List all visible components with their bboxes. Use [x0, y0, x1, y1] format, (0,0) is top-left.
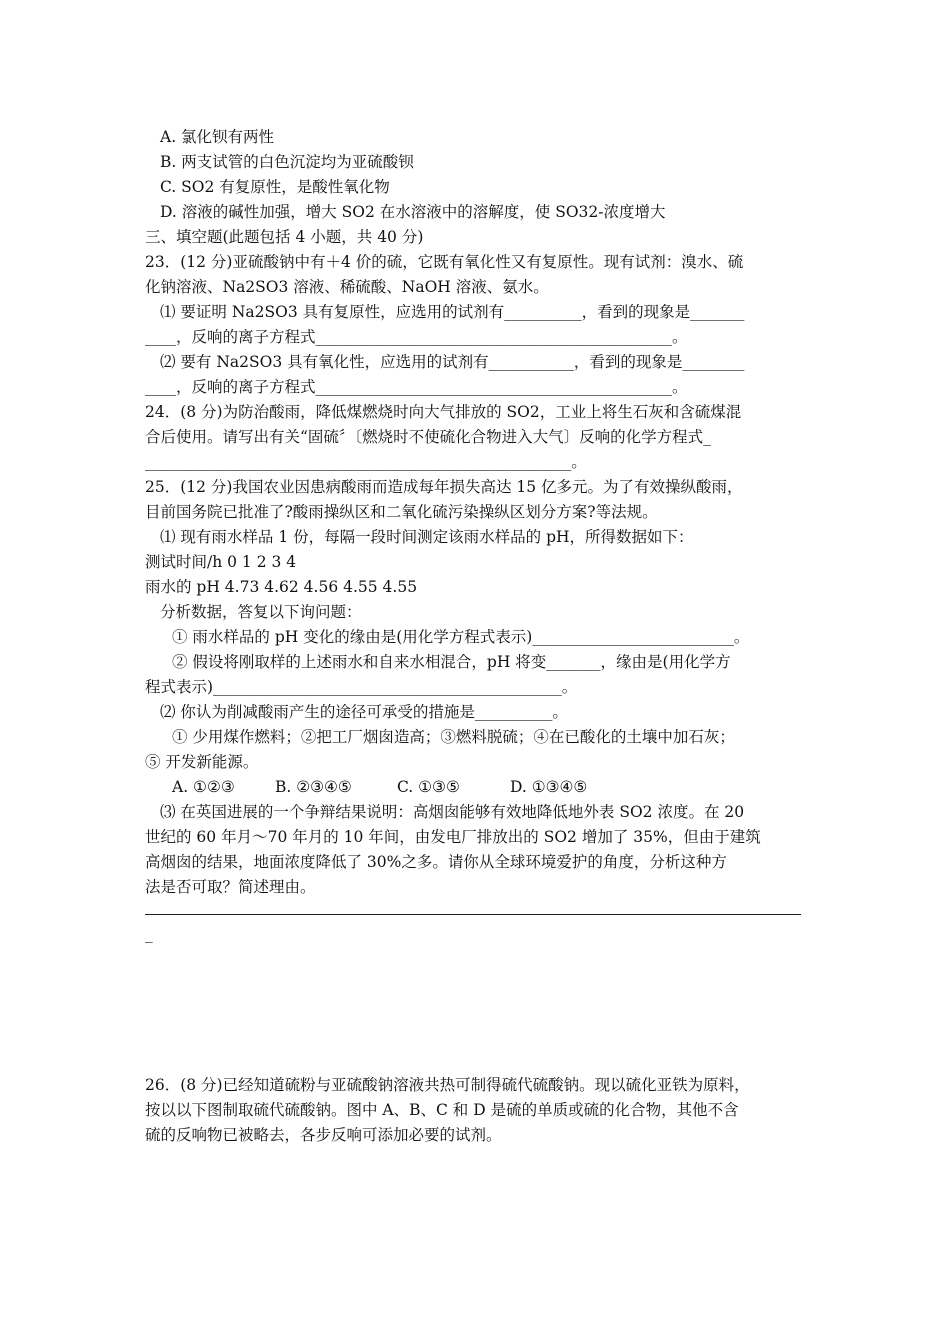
- answer-line-tail: _: [145, 925, 153, 943]
- q24-line-1: 24．(8 分)为防治酸雨，降低煤燃烧时向大气排放的 SO2，工业上将生石灰和含硫煤混: [145, 403, 742, 421]
- option-c: C. SO2 有复原性，是酸性氧化物: [160, 178, 390, 196]
- q25-part3-line-3: 高烟囱的结果，地面浓度降低了 30%之多。请你从全球环境爱护的角度，分析这种方: [145, 853, 727, 871]
- q25-part2-intro: ⑵ 你认为削减酸雨产生的途径可承受的措施是__________。: [160, 703, 568, 721]
- q23-part2-line-1: ⑵ 要有 Na2SO3 具有氧化性，应选用的试剂有___________，看到的现象是________: [160, 353, 745, 371]
- q25-time-row: 测试时间/h 0 1 2 3 4: [145, 553, 297, 571]
- option-b: B. 两支试管的白色沉淀均为亚硫酸钡: [160, 153, 414, 171]
- q25-part3-line-4: 法是否可取？简述理由。: [145, 878, 316, 896]
- q25-part3-line-1: ⑶ 在英国进展的一个争辩结果说明：高烟囱能够有效地降低地外表 SO2 浓度。在 20: [160, 803, 745, 821]
- option-d: D. 溶液的碱性加强，增大 SO2 在水溶液中的溶解度，使 SO32-浓度增大: [160, 203, 666, 221]
- q25-choice-c: C. ①③⑤: [397, 778, 460, 796]
- q24-line-2: 合后使用。请写出有关“固硫〞〔燃烧时不使硫化合物进入大气〕反响的化学方程式_: [145, 428, 711, 446]
- q25-sub2-line-1: ② 假设将刚取样的上述雨水和自来水相混合，pH 将变_______，缘由是(用化学方: [172, 653, 731, 671]
- q23-part2-line-2: ____，反响的离子方程式______________________________________________。: [145, 378, 688, 396]
- q25-analyze: 分析数据，答复以下询问题：: [160, 603, 362, 621]
- q25-choice-a: A. ①②③: [172, 778, 235, 796]
- answer-line: [145, 914, 801, 915]
- q26-line-2: 按以以下图制取硫代硫酸钠。图中 A、B、C 和 D 是硫的单质或硫的化合物，其他不含: [145, 1101, 739, 1119]
- option-a: A. 氯化钡有两性: [160, 128, 275, 146]
- q26-line-1: 26．(8 分)已经知道硫粉与亚硫酸钠溶液共热可制得硫代硫酸钠。现以硫化亚铁为原料，: [145, 1076, 750, 1094]
- q25-choice-b: B. ②③④⑤: [275, 778, 352, 796]
- q23-part1-line-1: ⑴ 要证明 Na2SO3 具有复原性，应选用的试剂有__________，看到的现象是_______: [160, 303, 745, 321]
- q25-measures-line-1: ① 少用煤作燃料；②把工厂烟囱造高；③燃料脱硫；④在已酸化的土壤中加石灰；: [172, 728, 735, 746]
- q25-stem-line-1: 25．(12 分)我国农业因患病酸雨而造成每年损失高达 15 亿多元。为了有效操纵酸雨，: [145, 478, 743, 496]
- q25-stem-line-2: 目前国务院已批准了?酸雨操纵区和二氧化硫污染操纵区划分方案?等法规。: [145, 503, 658, 521]
- q25-ph-row: 雨水的 pH 4.73 4.62 4.56 4.55 4.55: [145, 578, 418, 596]
- q25-sub2-line-2: 程式表示)_____________________________________________。: [145, 678, 578, 696]
- q24-line-3: _______________________________________________________。: [145, 453, 587, 471]
- q25-sub1: ① 雨水样品的 pH 变化的缘由是(用化学方程式表示)__________________________。: [172, 628, 750, 646]
- q23-stem-line-2: 化钠溶液、Na2SO3 溶液、稀硫酸、NaOH 溶液、氨水。: [145, 278, 549, 296]
- section-title: 三、填空题(此题包括 4 小题，共 40 分): [145, 228, 424, 246]
- q25-part3-line-2: 世纪的 60 年月～70 年月的 10 年间，由发电厂排放出的 SO2 增加了 35%，但由于建筑: [145, 828, 761, 846]
- q25-measures-line-2: ⑤ 开发新能源。: [145, 753, 259, 771]
- q23-stem-line-1: 23．(12 分)亚硫酸钠中有＋4 价的硫，它既有氧化性又有复原性。现有试剂：溴水、硫: [145, 253, 744, 271]
- q23-part1-line-2: ____，反响的离子方程式______________________________________________。: [145, 328, 688, 346]
- q25-choice-d: D. ①③④⑤: [510, 778, 588, 796]
- q25-part1-intro: ⑴ 现有雨水样品 1 份，每隔一段时间测定该雨水样品的 pH，所得数据如下：: [160, 528, 694, 546]
- q26-line-3: 硫的反响物已被略去，各步反响可添加必要的试剂。: [145, 1126, 502, 1144]
